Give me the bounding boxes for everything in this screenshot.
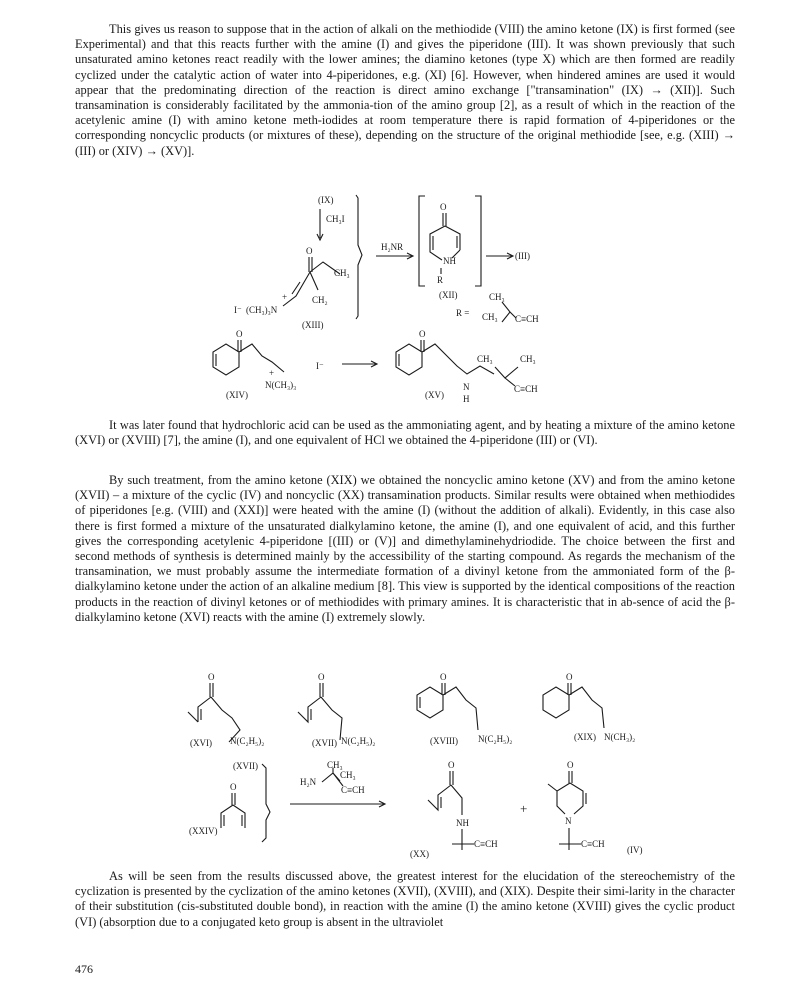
paragraph-3: By such treatment, from the amino ketone (XIX) we obtained the noncyclic amino ketone (XV) and from the amino ketone (XVII) – a mixture of the cyclic (IV) and noncyclic (XX) transamination products. Similar results were obtained when methiodides of piperidones [e.g. (VIII) and (XXI)] were heated with the amine (I) (without the addition of alkali). Evidently, in this case also there is first formed a mixture of the unsaturated dialkylamino ketone, the amine (I), and one equivalent of acid, and this further gives the corresponding acetylenic 4-piperidone [(III) or (V)] and dimethylaminehydriodide. The choice between the first and second methods of synthesis is determined mainly by the accessibility of the starting compound. As regards the mechanism of the transamination, we must probably assume the intermediate formation of a divinyl ketone from the ammoniated form of the β-dialkylamino ketone under the action of an alkaline medium [8]. This view is supported by the identical compositions of the reaction products in the reaction of divinyl ketones or of methiodides with primary amines. It is characteristic that in ab-sence of acid the β-dialkylamino ketone (XVI) reacts with the amine (I) extremely slowly. bbox=[75, 473, 735, 624]
atom-NH: NH bbox=[456, 818, 469, 828]
reagent-CH3: CH₃ bbox=[340, 770, 356, 780]
counter-ion-I: I⁻ bbox=[234, 305, 242, 315]
chain-XXIV bbox=[221, 805, 245, 828]
group-CCH: C≡CH bbox=[581, 839, 605, 849]
group-CCH: C≡CH bbox=[474, 839, 498, 849]
label-IV: (IV) bbox=[627, 845, 643, 855]
ring-XIX bbox=[543, 687, 604, 728]
label-IX: (IX) bbox=[318, 195, 334, 205]
label-III: (III) bbox=[515, 251, 530, 261]
paragraph-1: This gives us reason to suppose that in the action of alkali on the methiodide (VIII) the amino ketone (IX) is first formed (see Experimental) and that this reacts further with the amine (I) and gives the piperidone (III). It was shown previously that such unsaturated amino ketones react readily with the lower amines; the diamino ketones (type X) which are then formed are readily cyclized under the catalytic action of water into 4-piperidones, e.g. (XI) [6]. However, when hindered amines are used it would appear that the predominating direction of the reaction is direct amino exchange ["transamination" (IX) → (XII)]. Such transamination is considerably facilitated by the ammonia-tion of the amino group [2], as a result of which in the reaction of the acetylenic amine (I) with amino ketone meth-iodides at room temperature there is rapid formation of 4-piperidones or the corresponding noncyclic products (or mixtures of these), depending on the structure of the original methiodide [see, e.g. (XIII) → (III) or (XIV) → (XV)]. bbox=[75, 22, 735, 158]
atom-O: O bbox=[448, 760, 455, 770]
chain-XX bbox=[428, 785, 462, 815]
ring-XVIII bbox=[417, 687, 478, 730]
reagent-CCH: C≡CH bbox=[341, 785, 365, 795]
label-XIX: (XIX) bbox=[574, 732, 596, 742]
r-CCH: C≡CH bbox=[515, 314, 539, 324]
label-XVI: (XVI) bbox=[190, 738, 212, 748]
atom-N: N bbox=[463, 382, 470, 392]
atom-O: O bbox=[230, 782, 237, 792]
atom-O: O bbox=[566, 672, 573, 682]
paragraph-4: As will be seen from the results discussed above, the greatest interest for the elucidation of the stereochemistry of the cyclization is presented by the cyclization of the amino ketones (XVII), (XVIII), and (XIX). Despite their simi-larity in the character of their substitution (cis-substituted double bond), in reaction with the amine (I) the amino ketone (XVIII) gives the cyclic product (VI) (absorption due to a conjugated keto group is absent in the ultraviolet bbox=[75, 869, 735, 929]
atom-NH: NH bbox=[443, 256, 456, 266]
group-NMe3: (CH₃)₃N bbox=[246, 305, 278, 315]
atom-O: O bbox=[236, 329, 243, 339]
group-CH3: CH₃ bbox=[477, 354, 493, 364]
reagent-H2N: H₂N bbox=[300, 777, 317, 787]
group-CH3: CH₃ bbox=[334, 268, 350, 278]
bonds-XX bbox=[452, 829, 474, 850]
charge-plus: + bbox=[282, 292, 288, 302]
group-CH2: CH₂ bbox=[312, 295, 328, 305]
label-XXIV: (XXIV) bbox=[189, 826, 218, 836]
r-equals: R = bbox=[456, 308, 470, 318]
atom-O: O bbox=[208, 672, 215, 682]
atom-O: O bbox=[306, 246, 313, 256]
paragraph-2: It was later found that hydrochloric acid can be used as the ammoniating agent, and by heating a mixture of the amino ketone (XVI) or (XVIII) [7], the amine (I), and one equivalent of HCl we obtained the 4-piperidone (III) or (VI). bbox=[75, 418, 735, 448]
label-XVIII: (XVIII) bbox=[430, 736, 458, 746]
page-number: 476 bbox=[75, 962, 93, 976]
group-NMe3: N(CH₃)₃ bbox=[265, 380, 297, 390]
group-NEt2: N(C₂H₅)₂ bbox=[478, 734, 513, 744]
chain-XVII bbox=[298, 697, 342, 740]
label-XII: (XII) bbox=[439, 290, 458, 300]
atom-O: O bbox=[567, 760, 574, 770]
ring-IV bbox=[548, 783, 586, 814]
label-XIII: (XIII) bbox=[302, 320, 324, 330]
label-XVII: (XVII) bbox=[312, 738, 337, 748]
group-CH3: CH₃ bbox=[520, 354, 536, 364]
group-NEt2: N(C₂H₅)₂ bbox=[341, 736, 376, 746]
r-CH3-bottom: CH₃ bbox=[482, 312, 498, 322]
reagent-CH3: CH₃ bbox=[327, 760, 343, 770]
atom-N: N bbox=[565, 816, 572, 826]
group-NEt2: N(C₂H₅)₂ bbox=[230, 736, 265, 746]
atom-O: O bbox=[440, 202, 447, 212]
atom-O: O bbox=[419, 329, 426, 339]
label-XIV: (XIV) bbox=[226, 390, 248, 400]
r-CH3-top: CH₃ bbox=[489, 292, 505, 302]
bonds-IV bbox=[559, 828, 581, 850]
atom-O: O bbox=[318, 672, 325, 682]
brace-right bbox=[262, 764, 270, 842]
label-XV: (XV) bbox=[425, 390, 444, 400]
charge-plus: + bbox=[269, 368, 275, 378]
counter-ion-I: I⁻ bbox=[316, 361, 324, 371]
label-XX: (XX) bbox=[410, 849, 429, 859]
reagent-CH3I: CH₃I bbox=[326, 214, 345, 224]
label-XVII-ref: (XVII) bbox=[233, 761, 258, 771]
group-CCH: C≡CH bbox=[514, 384, 538, 394]
reagent-H2NR: H₂NR bbox=[381, 242, 404, 252]
atom-O: O bbox=[440, 672, 447, 682]
plus-sign: + bbox=[520, 801, 528, 816]
group-NMe2: N(CH₃)₂ bbox=[604, 732, 636, 742]
substituent-R: R bbox=[437, 275, 444, 285]
atom-H: H bbox=[463, 394, 470, 404]
